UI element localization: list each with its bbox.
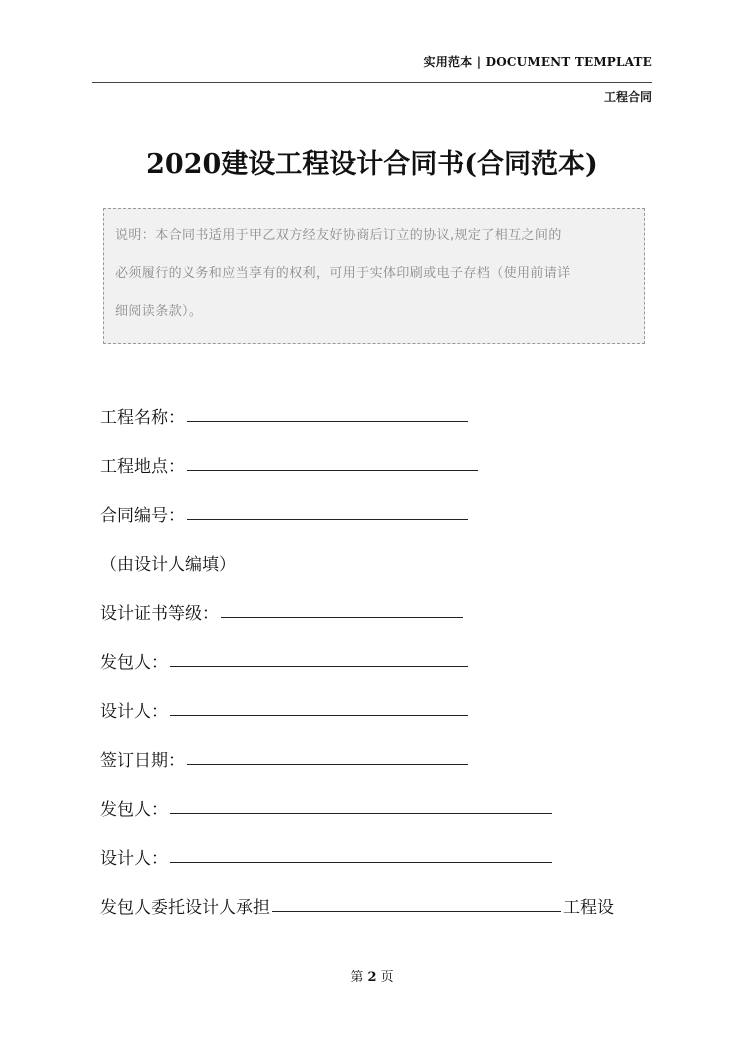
blank-line[interactable] (170, 861, 552, 863)
header-divider (92, 82, 652, 83)
field-label: 设计人： (100, 849, 168, 869)
notice-line: 细阅读条款）。 (115, 304, 203, 319)
field-note (100, 526, 614, 575)
field-label: 设计证书等级： (100, 604, 219, 624)
field-label: 签订日期： (100, 751, 185, 771)
header-category: 工程合同 (603, 90, 652, 104)
blank-line[interactable] (187, 420, 468, 422)
notice-line: 必须履行的义务和应当享有的权利，可用于实体印刷或电子存档（使用前请详 (115, 266, 571, 281)
blank-line[interactable] (272, 910, 561, 912)
field-designer-2 (100, 820, 614, 869)
page-number: 2 (367, 970, 377, 985)
header-brand: 实用范本 | DOCUMENT TEMPLATE (423, 55, 652, 69)
field-label: 发包人： (100, 653, 168, 673)
field-project-name (100, 379, 614, 428)
blank-line[interactable] (187, 469, 478, 471)
field-label: 设计人： (100, 702, 168, 722)
blank-line[interactable] (221, 616, 463, 618)
field-employer (100, 624, 614, 673)
field-certificate-level (100, 575, 614, 624)
blank-line[interactable] (187, 763, 468, 765)
blank-line[interactable] (187, 518, 468, 520)
field-label: 合同编号： (100, 506, 185, 526)
field-label: 发包人委托设计人承担 (100, 898, 270, 918)
blank-line[interactable] (170, 665, 468, 667)
field-entrust (100, 869, 614, 918)
field-employer-2 (100, 771, 614, 820)
page-footer (0, 966, 744, 985)
field-label: （由设计人编填） (100, 555, 236, 575)
document-title: 2020建设工程设计合同书(合同范本) (146, 149, 598, 180)
field-label: 发包人： (100, 800, 168, 820)
field-label: 工程名称： (100, 408, 185, 428)
blank-line[interactable] (170, 812, 552, 814)
footer-prefix: 第 (350, 970, 364, 985)
notice-box (103, 208, 645, 344)
field-label: 工程地点： (100, 457, 185, 477)
field-contract-number (100, 477, 614, 526)
field-suffix: 工程设 (563, 898, 614, 918)
blank-line[interactable] (170, 714, 468, 716)
notice-line: 说明：本合同书适用于甲乙双方经友好协商后订立的协议,规定了相互之间的 (115, 228, 562, 243)
field-sign-date (100, 722, 614, 771)
field-project-location (100, 428, 614, 477)
field-designer (100, 673, 614, 722)
footer-suffix: 页 (380, 970, 394, 985)
form-fields (100, 379, 614, 918)
